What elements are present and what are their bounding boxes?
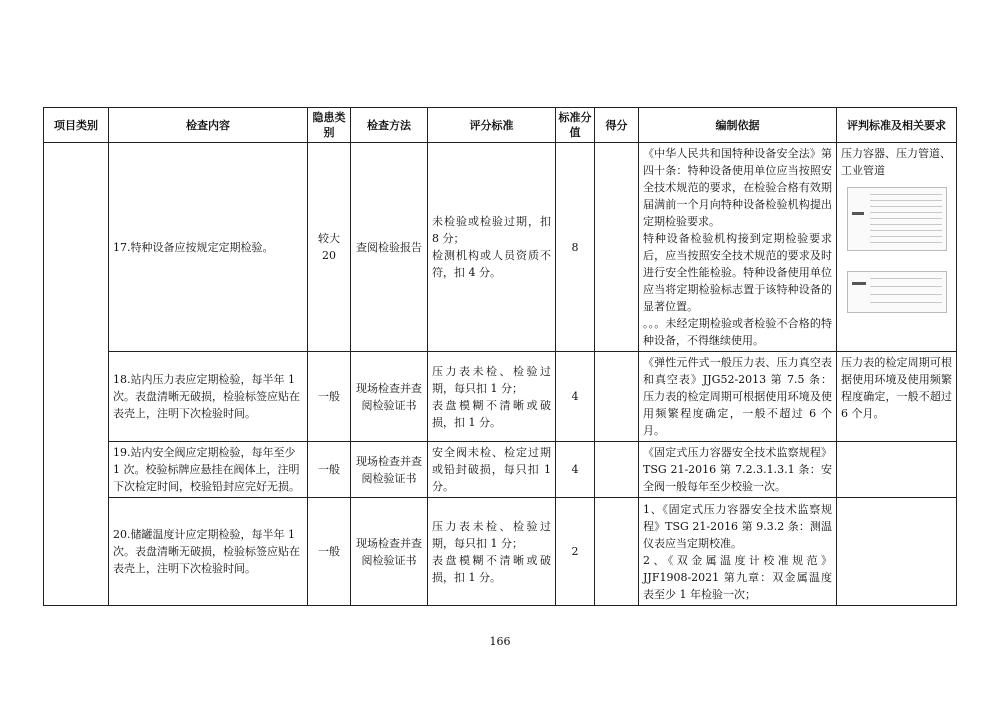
- requirements-cell: [837, 498, 957, 606]
- criteria-line: 检测机构或人员资质不符，扣 4 分。: [432, 249, 551, 279]
- basis-paragraph: 特种设备检验机构接到定期检验要求后，应当按照安全技术规范的要求及时进行安全性能检验。特种设备使用单位应当将定期检验标志置于该特种设备的显著位置。: [643, 232, 832, 313]
- content-cell: 20.储罐温度计应定期检验，每半年 1 次。表盘清晰无破损，检验标签应贴在表壳上，注明下次检验时间。: [109, 498, 308, 606]
- score-cell: 8: [556, 143, 595, 352]
- score-cell: 2: [556, 498, 595, 606]
- basis-paragraph: 《中华人民共和国特种设备安全法》第四十条：特种设备使用单位应当按照安全技术规范的要求，在检验合格有效期届满前一个月向特种设备检验机构提出定期检验要求。: [643, 147, 832, 228]
- content-cell: 18.站内压力表应定期检验，每半年 1 次。表盘清晰无破损，检验标签应贴在表壳上，注明下次检验时间。: [109, 352, 308, 442]
- basis-cell: [639, 352, 837, 442]
- hazard-cell: 较大 20: [308, 143, 351, 352]
- requirements-cell: 压力表的检定周期可根据使用环境及使用频繁程度确定，一般不超过 6 个月。: [837, 352, 957, 442]
- hazard-cell: 一般: [308, 352, 351, 442]
- header-requirements: 评判标准及相关要求: [837, 108, 957, 143]
- header-basis: 编制依据: [639, 108, 837, 143]
- got-cell: [595, 442, 639, 498]
- header-criteria: 评分标准: [428, 108, 556, 143]
- basis-paragraph: 1、《固定式压力容器安全技术监察规程》TSG 21-2016 第 9.3.2 条：测温仪表应当定期校准。: [643, 502, 832, 550]
- basis-cell: [639, 442, 837, 498]
- criteria-line: 压力表未检、检验过期，每只扣 1 分；: [432, 519, 551, 550]
- got-cell: [595, 352, 639, 442]
- criteria-cell: [428, 352, 556, 442]
- table-row: [44, 143, 957, 352]
- content-cell: 17.特种设备应按规定定期检验。: [109, 143, 308, 352]
- header-category: 项目类别: [44, 108, 109, 143]
- page-number: 166: [489, 635, 511, 648]
- criteria-line: 表盘模糊不清晰或破损，扣 1 分。: [432, 398, 551, 429]
- table-row: [44, 498, 957, 606]
- header-got: 得分: [595, 108, 639, 143]
- method-cell: 查阅检验报告: [351, 143, 428, 352]
- category-cell: [44, 143, 109, 606]
- embedded-table-image: [847, 187, 947, 251]
- criteria-line: 未检验或检验过期，扣 8 分；: [432, 215, 551, 245]
- content-cell: 19.站内安全阀应定期检验，每年至少 1 次。校验标牌应悬挂在阀体上，注明下次检定时间，校验铅封应完好无损。: [109, 442, 308, 498]
- got-cell: [595, 498, 639, 606]
- method-cell: 现场检查并查阅检验证书: [351, 498, 428, 606]
- basis-paragraph: 《弹性元件式一般压力表、压力真空表和真空表》JJG52-2013 第 7.5 条：压力表的检定周期可根据使用环境及使用频繁程度确定，一般不超过 6 个月。: [643, 356, 832, 437]
- basis-cell: [639, 498, 837, 606]
- basis-cell: [639, 143, 837, 352]
- basis-paragraph: 2、《双金属温度计校准规范》JJF1908-2021 第九章：双金属温度表至少 1 年检验一次；: [643, 553, 832, 601]
- method-cell: 现场检查并查阅检验证书: [351, 442, 428, 498]
- requirements-cell: [837, 442, 957, 498]
- table-header-row: [44, 108, 957, 143]
- got-cell: [595, 143, 639, 352]
- criteria-cell: [428, 498, 556, 606]
- hazard-cell: 一般: [308, 498, 351, 606]
- criteria-line: 表盘模糊不清晰或破损，扣 1 分。: [432, 553, 551, 584]
- criteria-line: 压力表未检、检验过期，每只扣 1 分；: [432, 364, 551, 395]
- header-method: 检查方法: [351, 108, 428, 143]
- hazard-cell: 一般: [308, 442, 351, 498]
- criteria-line: 安全阀未检、检定过期或铅封破损，每只扣 1 分。: [432, 446, 551, 493]
- inspection-table: [43, 107, 957, 606]
- basis-paragraph: 。。。未经定期检验或者检验不合格的特种设备，不得继续使用。: [643, 317, 832, 347]
- method-cell: 现场检查并查阅检验证书: [351, 352, 428, 442]
- header-hazard: 隐患类别: [308, 108, 351, 143]
- criteria-cell: [428, 442, 556, 498]
- embedded-table-image: [847, 271, 947, 313]
- table-row: [44, 352, 957, 442]
- requirements-text: 压力容器、压力管道、工业管道: [841, 147, 951, 177]
- score-cell: 4: [556, 352, 595, 442]
- basis-paragraph: 《固定式压力容器安全技术监察规程》TSG 21-2016 第 7.2.3.1.3.1 条：安全阀一般每年至少校验一次。: [643, 446, 832, 493]
- criteria-cell: [428, 143, 556, 352]
- header-score: 标准分值: [556, 108, 595, 143]
- header-content: 检查内容: [109, 108, 308, 143]
- requirements-cell: [837, 143, 957, 352]
- score-cell: 4: [556, 442, 595, 498]
- table-row: [44, 442, 957, 498]
